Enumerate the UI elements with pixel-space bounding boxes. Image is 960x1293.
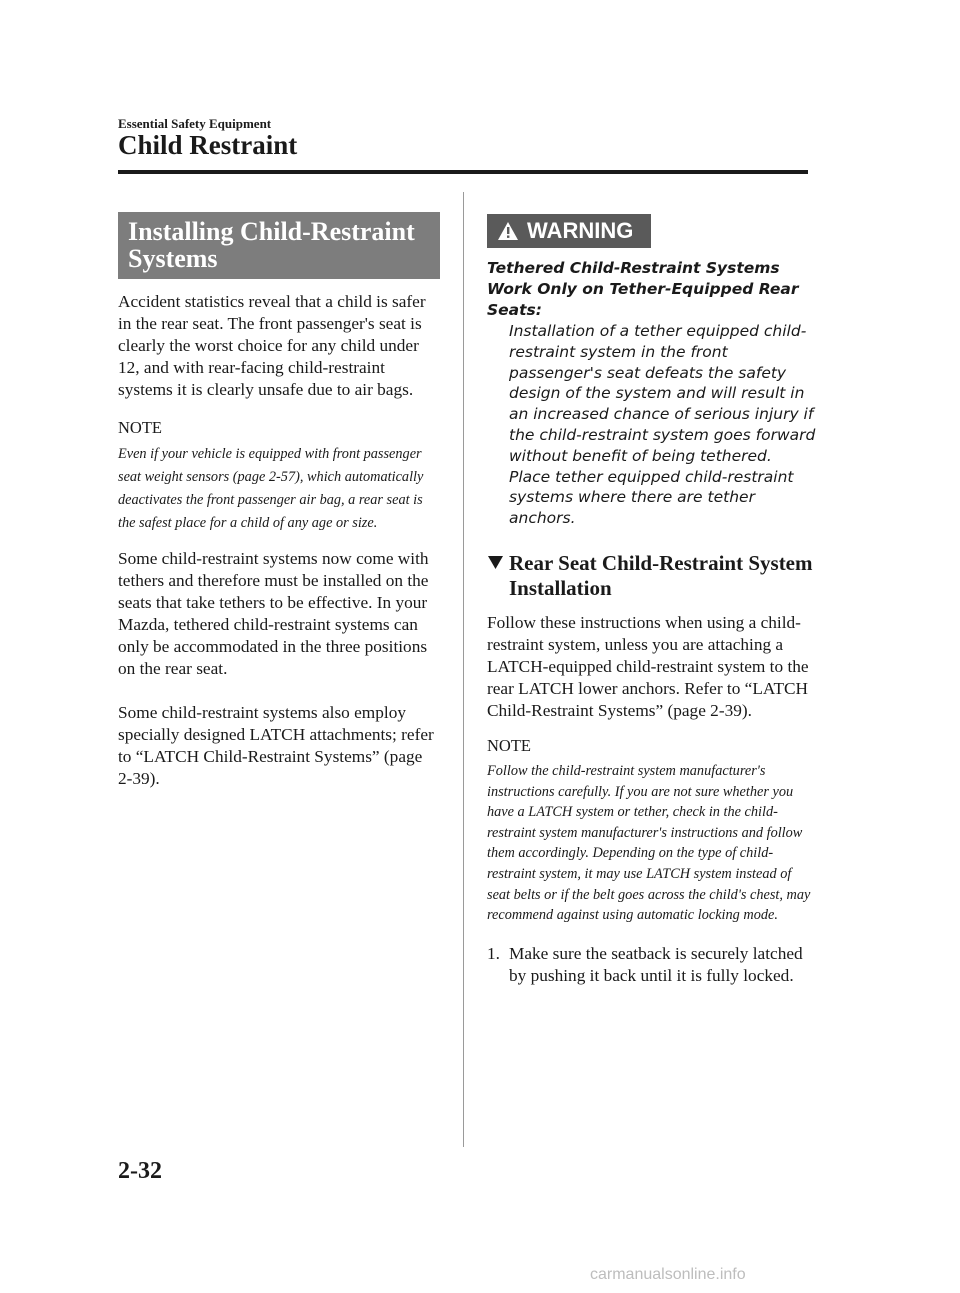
section-label: Essential Safety Equipment (118, 116, 272, 131)
warning-text: Place tether equipped child-restraint systems where there are tether anchors. (509, 467, 794, 528)
note-label: NOTE (487, 735, 531, 755)
intro-paragraph: Accident statistics reveal that a child is safer in the rear seat. The front passenger's seat is clearly the worst choice for any child under 12, and with rear-facing child-restraint systems it is clearly unsafe due to air bags. (118, 292, 426, 399)
list-text: Make sure the seatback is securely latched by pushing it back until it is fully locked. (509, 943, 803, 985)
section-heading: Installing Child-Restraint Systems (118, 212, 440, 279)
column-divider (463, 192, 464, 1147)
tether-paragraph: Some child-restraint systems now come with tethers and therefore must be installed on the seats that take tethers to be effective. In your Mazda, tethered child-restraint systems can only be accommodated in the three positions on the rear seat. (118, 549, 429, 678)
page-number: 2-32 (118, 1158, 162, 1184)
warning-badge (487, 214, 651, 248)
warning-title: Tethered Child-Restraint Systems Work Only on Tether-Equipped Rear Seats: (487, 259, 799, 319)
warning-triangle-icon (497, 221, 519, 241)
subsection-heading-text: Rear Seat Child-Restraint System Installation (509, 550, 813, 600)
note-text: Follow the child-restraint system manufacturer's instructions carefully. If you are not sure whether you have a LATCH system or tether, check in the child-restraint system manufacturer's instructions and follow them accordingly. Depending on the type of child-restraint system, it may use LATCH system instead of seat belts or if the belt goes across the child's chest, may recommend against using automatic locking mode. (487, 762, 811, 924)
instructions-paragraph: Follow these instructions when using a child-restraint system, unless you are attaching a LATCH-equipped child-restraint system to the rear LATCH lower anchors. Refer to “LATCH Child-Restraint Systems” (page 2-39). (487, 612, 809, 720)
note-text: Even if your vehicle is equipped with front passenger seat weight sensors (page 2-57), which automatically deactivates the front passenger air bag, a rear seat is the safest place for a child of any age or size. (118, 446, 424, 531)
right-column (487, 214, 817, 987)
note-label: NOTE (118, 418, 162, 437)
list-number: 1. (487, 943, 500, 963)
subsection-heading (487, 551, 817, 601)
title-rule (118, 170, 808, 174)
list-item (487, 943, 817, 987)
left-column (118, 212, 440, 790)
latch-paragraph: Some child-restraint systems also employ specially designed LATCH attachments; refer to “LATCH Child-Restraint Systems” (page 2-39). (118, 703, 434, 788)
chapter-title: Child Restraint (118, 130, 298, 160)
watermark: carmanualsonline.info (590, 1266, 746, 1283)
warning-label: WARNING (527, 218, 634, 243)
warning-text: Installation of a tether equipped child-restraint system in the front passenger's seat defeats the safety design of the system and will result in an increased chance of serious injury if the child-restraint system goes forward without benefit of being tethered. (509, 322, 816, 465)
down-triangle-icon (487, 555, 504, 570)
